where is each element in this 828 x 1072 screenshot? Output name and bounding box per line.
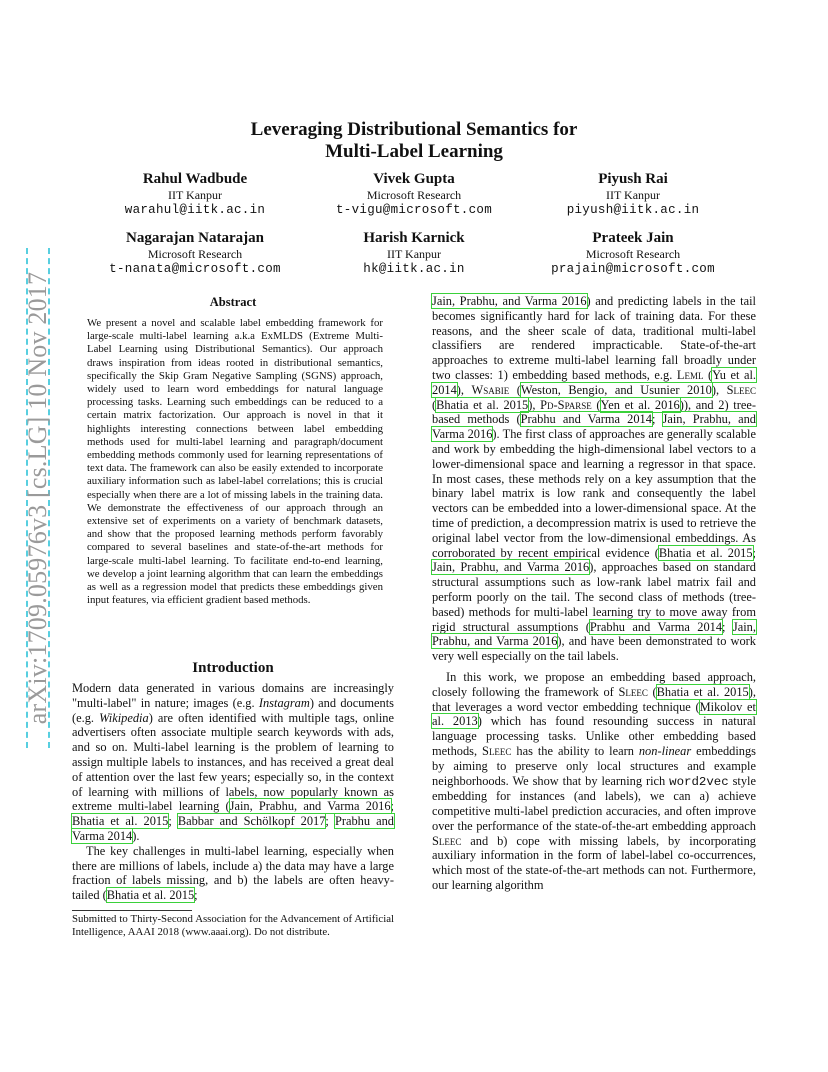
method-name: Sleec xyxy=(482,743,512,758)
author-name: Rahul Wadbude xyxy=(142,171,248,187)
introduction-body xyxy=(72,681,394,903)
arxiv-identifier[interactable]: arXiv:1709.05976v3 [cs.LG] 10 Nov 2017 xyxy=(23,271,52,725)
title-line-2: Multi-Label Learning xyxy=(325,141,503,162)
author-block xyxy=(85,229,305,277)
right-column xyxy=(432,294,756,893)
author-name: Vivek Gupta xyxy=(373,171,455,187)
citation-link[interactable]: Jain, Prabhu, and Varma 2016 xyxy=(432,619,756,649)
footnote: Submitted to Thirty-Second Association for the Advancement of Artificial Intelligence, AAAI 2018 (www.aaai.org). Do not distribute. xyxy=(72,913,394,939)
author-affiliation: Microsoft Research xyxy=(366,188,462,202)
arxiv-sidebar xyxy=(12,248,56,748)
author-affiliation: IIT Kanpur xyxy=(386,247,442,261)
citation-link[interactable]: Bhatia et al. 2015 xyxy=(656,684,749,699)
citation-link[interactable]: Jain, Prabhu, and Varma 2016 xyxy=(229,799,391,814)
citation-link[interactable]: Mikolov et al. 2013 xyxy=(432,699,756,729)
method-name: Wsabie xyxy=(471,382,510,397)
paragraph: The key challenges in multi-label learning, especially when there are millions of labels, include a) the data may have a large fraction of labels missing, and b) the labels are often heavy-tailed (Bhatia et al. 2015; xyxy=(72,843,394,903)
paper-title xyxy=(0,119,828,163)
citation-link[interactable]: Babbar and Schölkopf 2017 xyxy=(177,814,326,829)
citation-link[interactable]: Bhatia et al. 2015 xyxy=(106,888,195,903)
citation-link[interactable]: Jain, Prabhu, and Varma 2016 xyxy=(432,294,587,308)
footnote-rule xyxy=(72,910,192,911)
method-name: Pd-Sparse xyxy=(540,397,592,412)
abstract-heading: Abstract xyxy=(209,295,257,309)
citation-link[interactable]: Prabhu and Varma 2014 xyxy=(72,814,394,843)
author-block xyxy=(523,170,743,218)
introduction-heading: Introduction xyxy=(192,660,274,676)
method-name: Sleec xyxy=(432,833,462,848)
author-email[interactable]: prajain@microsoft.com xyxy=(551,262,715,276)
citation-link[interactable]: Bhatia et al. 2015 xyxy=(436,397,529,412)
author-block xyxy=(523,229,743,277)
citation-link[interactable]: Jain, Prabhu, and Varma 2016 xyxy=(432,412,756,442)
citation-link[interactable]: Yen et al. 2016 xyxy=(600,397,680,412)
author-name: Piyush Rai xyxy=(598,171,668,187)
paragraph: In this work, we propose an embedding based approach, closely following the framework of Sleec (Bhatia et al. 2015), that leverages a word vector embedding technique (Mikolov et al. 2013) which has found resounding success in natural language processing tasks. Unlike other embedding based methods, Sleec has the ability to learn non-linear embeddings by aiming to preserve only local structures and example neighborhoods. We show that by learning rich word2vec style embedding for instances (and labels), we can a) achieve competitive multi-label prediction accuracies, and often improve over the performance of the state-of-the-art embedding approach Sleec and b) cope with missing labels, by incorporating auxiliary information in the form of label-label co-occurrences, which most of the state-of-the-art methods can not. Furthermore, our learning algorithm xyxy=(432,669,757,893)
citation-link[interactable]: Weston, Bengio, and Usunier 2010 xyxy=(520,382,712,397)
author-block xyxy=(304,170,524,218)
author-block xyxy=(85,170,305,218)
citation-link[interactable]: Yu et al. 2014 xyxy=(432,367,756,397)
title-line-1: Leveraging Distributional Semantics for xyxy=(250,119,578,140)
method-name: Sleec xyxy=(726,382,756,397)
author-email[interactable]: hk@iitk.ac.in xyxy=(363,262,465,276)
code-term: word2vec xyxy=(669,774,729,789)
author-email[interactable]: warahul@iitk.ac.in xyxy=(124,203,266,217)
paragraph: Jain, Prabhu, and Varma 2016) and predicting labels in the tail becomes significantly hard for lack of training data. For these reasons, and the sheer scale of data, traditional multi-label classifiers are rendered impracticable. State-of-the-art approaches to extreme multi-label learning fall broadly under two classes: 1) embedding based methods, e.g. Leml (Yu et al. 2014), Wsabie (Weston, Bengio, and Usunier 2010), Sleec (Bhatia et al. 2015), Pd-Sparse (Yen et al. 2016)), and 2) tree-based methods (Prabhu and Varma 2014; Jain, Prabhu, and Varma 2016). The first class of approaches are generally scalable and work by embedding the high-dimensional label vectors to a lower-dimensional space and learning a regressor in that space. In most cases, these methods rely on a key assumption that the binary label matrix is low rank and consequently the label vectors can be embedded into a lower-dimensional space. At the time of prediction, a decompression matrix is used to retrieve the original label vector from the low-dimensional embeddings. As corroborated by recent empirical evidence (Bhatia et al. 2015; Jain, Prabhu, and Varma 2016), approaches based on standard structural assumptions such as low-rank label matrix fail and perform poorly on the tail. The second class of methods (tree-based) methods for multi-label learning try to move away from rigid structural assumptions (Prabhu and Varma 2014; Jain, Prabhu, and Varma 2016), and have been demonstrated to work very well especially on the tail labels. xyxy=(432,294,757,664)
author-email[interactable]: piyush@iitk.ac.in xyxy=(566,203,700,217)
author-affiliation: IIT Kanpur xyxy=(605,188,661,202)
author-email[interactable]: t-nanata@microsoft.com xyxy=(109,262,281,276)
citation-link[interactable]: Bhatia et al. 2015 xyxy=(72,814,169,829)
citation-link[interactable]: Prabhu and Varma 2014 xyxy=(589,619,723,634)
author-affiliation: IIT Kanpur xyxy=(167,188,223,202)
author-affiliation: Microsoft Research xyxy=(585,247,681,261)
author-name: Harish Karnick xyxy=(363,230,465,246)
author-name: Prateek Jain xyxy=(592,230,674,246)
author-block xyxy=(304,229,524,277)
author-affiliation: Microsoft Research xyxy=(147,247,243,261)
author-name: Nagarajan Natarajan xyxy=(126,230,264,246)
citation-link[interactable]: Bhatia et al. 2015 xyxy=(658,545,753,560)
author-email[interactable]: t-vigu@microsoft.com xyxy=(335,203,493,217)
abstract-text: We present a novel and scalable label embedding framework for large-scale multi-label learning a.k.a ExMLDS (Extreme Multi-Label Learning using Distributional Semantics). Our approach draws inspiration from ideas rooted in distributional semantics, specifically the Skip Gram Negative Sampling (SGNS) approach, widely used to learn word embeddings for natural language processing tasks. Learning such embeddings can be reduced to a certain matrix factorization. Our approach is novel in that it highlights interesting connections between label embedding methods used for multi-label learning and paragraph/document embedding methods commonly used for learning representations of text data. The framework can also be easily extended to incorporate auxiliary information such as label-label correlations; this is crucial especially when there are a lot of missing labels in the training data. We demonstrate the effectiveness of our approach through an extensive set of experiments on a variety of benchmark datasets, and show that the proposed learning methods perform favorably compared to several baselines and state-of-the-art methods for large-scale multi-label learning. To facilitate end-to-end learning, we develop a joint learning algorithm that can learn the embeddings as well as a regression model that predicts these embeddings given input features, via efficient gradient based methods. xyxy=(87,317,383,607)
method-name: Leml xyxy=(676,367,704,382)
method-name: Sleec xyxy=(618,684,648,699)
citation-link[interactable]: Jain, Prabhu, and Varma 2016 xyxy=(432,560,590,575)
citation-link[interactable]: Prabhu and Varma 2014 xyxy=(520,412,652,427)
paragraph: Modern data generated in various domains are increasingly "multi-label" in nature; images (e.g. Instagram) and documents (e.g. Wikipedia) are often identified with multiple tags, online advertisers often associate multiple search keywords with ads, and so on. Multi-label learning is the problem of learning to assign multiple labels to instances, and has received a great deal of attention over the last few years; especially so, in the context of learning with millions of labels, now popularly known as extreme multi-label learning (Jain, Prabhu, and Varma 2016; Bhatia et al. 2015; Babbar and Schölkopf 2017; Prabhu and Varma 2014). xyxy=(72,681,394,843)
